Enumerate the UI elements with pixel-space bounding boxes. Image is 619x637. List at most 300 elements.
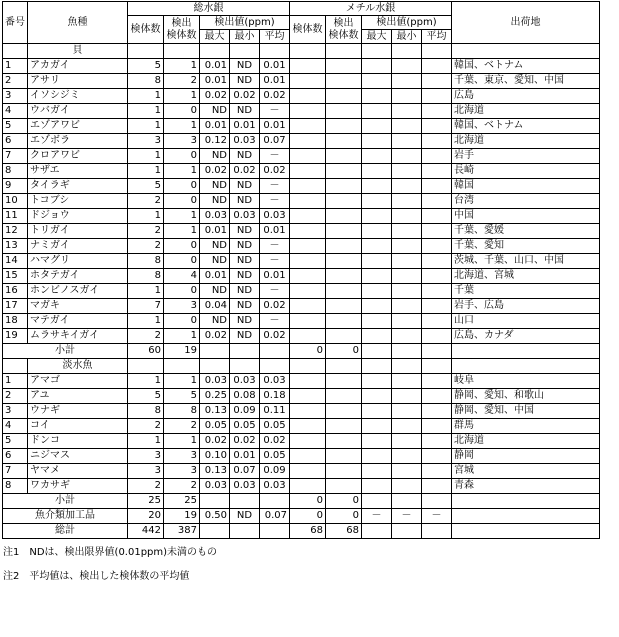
methyl-blank [422, 224, 452, 239]
methyl-blank [392, 149, 422, 164]
total-avg: 0.03 [260, 374, 290, 389]
total-max: 0.03 [200, 374, 230, 389]
header-methyl-detected-value: 検出値(ppm) [362, 16, 452, 30]
origin: 北海道 [452, 104, 600, 119]
methyl-blank [392, 179, 422, 194]
methyl-blank [422, 269, 452, 284]
species-name: ナミガイ [28, 239, 128, 254]
origin: 千葉 [452, 284, 600, 299]
methyl-blank [290, 74, 326, 89]
methyl-blank [362, 254, 392, 269]
methyl-blank [326, 389, 362, 404]
total-n-tested: 3 [128, 449, 164, 464]
blank-cell [230, 359, 260, 374]
grand-total-row [3, 524, 600, 539]
methyl-blank [326, 374, 362, 389]
total-avg: － [260, 314, 290, 329]
processed-methyl-n-detected: 0 [326, 509, 362, 524]
species-name: ウナギ [28, 404, 128, 419]
methyl-blank [392, 134, 422, 149]
blank-cell [260, 494, 290, 509]
methyl-blank [392, 74, 422, 89]
methyl-blank [362, 209, 392, 224]
methyl-blank [326, 164, 362, 179]
blank-cell [200, 494, 230, 509]
total-avg: 0.02 [260, 434, 290, 449]
methyl-blank [290, 389, 326, 404]
species-name: コイ [28, 419, 128, 434]
total-n-tested: 2 [128, 419, 164, 434]
methyl-blank [422, 389, 452, 404]
total-avg: － [260, 104, 290, 119]
header-total-max: 最大 [200, 30, 230, 44]
methyl-blank [422, 209, 452, 224]
methyl-blank [362, 314, 392, 329]
methyl-blank [362, 284, 392, 299]
table-row [3, 269, 600, 284]
total-min: ND [230, 179, 260, 194]
methyl-blank [362, 464, 392, 479]
methyl-blank [290, 464, 326, 479]
row-no: 15 [3, 269, 28, 284]
methyl-blank [422, 254, 452, 269]
total-avg: － [260, 254, 290, 269]
total-n-tested: 1 [128, 104, 164, 119]
processed-total-max: 0.50 [200, 509, 230, 524]
species-name: ハマグリ [28, 254, 128, 269]
blank-cell [164, 359, 200, 374]
origin: 中国 [452, 209, 600, 224]
methyl-blank [392, 419, 422, 434]
total-total-n-tested: 442 [128, 524, 164, 539]
total-min: ND [230, 59, 260, 74]
header-methyl-avg: 平均 [422, 30, 452, 44]
total-avg: － [260, 194, 290, 209]
total-n-detected: 1 [164, 89, 200, 104]
total-n-tested: 8 [128, 404, 164, 419]
total-min: ND [230, 194, 260, 209]
methyl-blank [422, 449, 452, 464]
blank-cell [164, 44, 200, 59]
methyl-blank [290, 329, 326, 344]
blank-cell [452, 44, 600, 59]
blank-cell [452, 359, 600, 374]
blank-cell [260, 344, 290, 359]
total-n-tested: 5 [128, 179, 164, 194]
species-name: サザエ [28, 164, 128, 179]
methyl-blank [362, 74, 392, 89]
header-methyl-n-tested: 検体数 [290, 16, 326, 44]
total-n-detected: 0 [164, 254, 200, 269]
header-species: 魚種 [28, 2, 128, 44]
total-max: ND [200, 239, 230, 254]
methyl-blank [392, 254, 422, 269]
total-n-detected: 2 [164, 479, 200, 494]
subtotal-methyl-n-detected: 0 [326, 494, 362, 509]
footnote-2: 注2 平均値は、検出した検体数の平均値 [3, 571, 190, 582]
row-no: 17 [3, 299, 28, 314]
row-no: 5 [3, 434, 28, 449]
origin: 青森 [452, 479, 600, 494]
species-name: ニジマス [28, 449, 128, 464]
total-n-tested: 1 [128, 119, 164, 134]
blank-cell [260, 359, 290, 374]
total-n-tested: 1 [128, 374, 164, 389]
species-name: ムラサキイガイ [28, 329, 128, 344]
row-no: 4 [3, 419, 28, 434]
table-row [3, 134, 600, 149]
blank-cell [392, 44, 422, 59]
table-row [3, 74, 600, 89]
section-no-blank [3, 359, 28, 374]
header-no: 番号 [3, 2, 28, 44]
origin: 静岡、愛知、中国 [452, 404, 600, 419]
total-n-tested: 8 [128, 254, 164, 269]
blank-cell [200, 344, 230, 359]
total-max: ND [200, 149, 230, 164]
total-max: 0.01 [200, 74, 230, 89]
methyl-blank [326, 209, 362, 224]
methyl-blank [362, 374, 392, 389]
methyl-blank [392, 209, 422, 224]
total-n-detected: 5 [164, 389, 200, 404]
total-avg: 0.02 [260, 164, 290, 179]
row-no: 6 [3, 134, 28, 149]
blank-cell [452, 494, 600, 509]
methyl-blank [422, 89, 452, 104]
origin: 群馬 [452, 419, 600, 434]
total-min: 0.02 [230, 164, 260, 179]
methyl-blank [392, 404, 422, 419]
total-min: ND [230, 224, 260, 239]
total-min: ND [230, 314, 260, 329]
methyl-blank [392, 59, 422, 74]
origin: 韓国、ベトナム [452, 119, 600, 134]
total-max: ND [200, 179, 230, 194]
total-avg: 0.03 [260, 479, 290, 494]
total-n-detected: 1 [164, 329, 200, 344]
origin: 台湾 [452, 194, 600, 209]
total-max: ND [200, 314, 230, 329]
total-label: 総計 [3, 524, 128, 539]
species-name: ドンコ [28, 434, 128, 449]
processed-total-avg: 0.07 [260, 509, 290, 524]
methyl-blank [362, 329, 392, 344]
processed-label: 魚介類加工品 [3, 509, 128, 524]
subtotal-total-n-detected: 25 [164, 494, 200, 509]
row-no: 1 [3, 59, 28, 74]
total-n-tested: 1 [128, 434, 164, 449]
methyl-blank [422, 329, 452, 344]
species-name: ホタテガイ [28, 269, 128, 284]
section-no-blank [3, 44, 28, 59]
methyl-blank [326, 434, 362, 449]
methyl-blank [422, 59, 452, 74]
total-max: 0.13 [200, 404, 230, 419]
methyl-blank [290, 119, 326, 134]
total-n-tested: 7 [128, 299, 164, 314]
species-name: トリガイ [28, 224, 128, 239]
row-no: 5 [3, 119, 28, 134]
species-name: ホンビノスガイ [28, 284, 128, 299]
total-n-tested: 1 [128, 284, 164, 299]
methyl-blank [392, 449, 422, 464]
methyl-blank [290, 254, 326, 269]
methyl-blank [392, 389, 422, 404]
origin: 千葉、東京、愛知、中国 [452, 74, 600, 89]
methyl-blank [290, 104, 326, 119]
total-max: 0.01 [200, 269, 230, 284]
total-avg: － [260, 179, 290, 194]
blank-cell [260, 524, 290, 539]
table-row [3, 374, 600, 389]
origin: 千葉、愛媛 [452, 224, 600, 239]
total-avg: － [260, 239, 290, 254]
species-name: ウバガイ [28, 104, 128, 119]
row-no: 7 [3, 464, 28, 479]
methyl-blank [392, 269, 422, 284]
total-total-n-detected: 387 [164, 524, 200, 539]
methyl-blank [326, 224, 362, 239]
total-n-tested: 2 [128, 479, 164, 494]
processed-row [3, 509, 600, 524]
methyl-blank [290, 59, 326, 74]
total-methyl-n-detected: 68 [326, 524, 362, 539]
total-n-detected: 3 [164, 449, 200, 464]
total-max: ND [200, 104, 230, 119]
methyl-blank [362, 299, 392, 314]
methyl-blank [290, 239, 326, 254]
blank-cell [290, 359, 326, 374]
row-no: 3 [3, 404, 28, 419]
subtotal-methyl-n-detected: 0 [326, 344, 362, 359]
origin: 岐阜 [452, 374, 600, 389]
table-row [3, 194, 600, 209]
blank-cell [230, 344, 260, 359]
subtotal-methyl-n-tested: 0 [290, 344, 326, 359]
table-row [3, 239, 600, 254]
total-min: 0.03 [230, 134, 260, 149]
total-max: 0.02 [200, 329, 230, 344]
methyl-blank [362, 269, 392, 284]
origin: 韓国、ベトナム [452, 59, 600, 74]
header-total-avg: 平均 [260, 30, 290, 44]
methyl-blank [362, 119, 392, 134]
total-avg: 0.11 [260, 404, 290, 419]
row-no: 4 [3, 104, 28, 119]
subtotal-row [3, 344, 600, 359]
processed-total-n-tested: 20 [128, 509, 164, 524]
methyl-blank [362, 419, 392, 434]
methyl-blank [422, 119, 452, 134]
species-name: アユ [28, 389, 128, 404]
total-n-detected: 1 [164, 119, 200, 134]
table-row [3, 314, 600, 329]
methyl-blank [290, 434, 326, 449]
total-n-detected: 0 [164, 314, 200, 329]
section-title: 貝 [28, 44, 128, 59]
blank-cell [362, 494, 392, 509]
subtotal-total-n-tested: 25 [128, 494, 164, 509]
header-methyl-mercury: メチル水銀 [290, 2, 452, 16]
species-name: アマゴ [28, 374, 128, 389]
total-n-tested: 2 [128, 194, 164, 209]
total-max: 0.02 [200, 164, 230, 179]
methyl-blank [362, 449, 392, 464]
table-row [3, 209, 600, 224]
blank-cell [362, 344, 392, 359]
origin: 岩手 [452, 149, 600, 164]
blank-cell [326, 44, 362, 59]
processed-methyl-max: － [362, 509, 392, 524]
blank-cell [260, 44, 290, 59]
table-row [3, 179, 600, 194]
total-max: 0.02 [200, 434, 230, 449]
total-max: ND [200, 194, 230, 209]
methyl-blank [326, 299, 362, 314]
total-max: 0.13 [200, 464, 230, 479]
methyl-blank [326, 314, 362, 329]
blank-cell [230, 524, 260, 539]
methyl-blank [362, 164, 392, 179]
header-methyl-max: 最大 [362, 30, 392, 44]
total-avg: 0.05 [260, 419, 290, 434]
total-n-detected: 1 [164, 374, 200, 389]
methyl-blank [392, 284, 422, 299]
methyl-blank [362, 89, 392, 104]
total-max: 0.12 [200, 134, 230, 149]
origin: 北海道 [452, 434, 600, 449]
origin: 静岡、愛知、和歌山 [452, 389, 600, 404]
total-min: ND [230, 254, 260, 269]
species-name: エゾボラ [28, 134, 128, 149]
total-max: 0.03 [200, 209, 230, 224]
methyl-blank [326, 284, 362, 299]
total-min: ND [230, 239, 260, 254]
methyl-blank [326, 464, 362, 479]
methyl-blank [326, 449, 362, 464]
methyl-blank [422, 314, 452, 329]
methyl-blank [422, 179, 452, 194]
total-n-detected: 0 [164, 194, 200, 209]
methyl-blank [290, 194, 326, 209]
table-row [3, 434, 600, 449]
total-n-detected: 1 [164, 434, 200, 449]
total-avg: 0.18 [260, 389, 290, 404]
subtotal-methyl-n-tested: 0 [290, 494, 326, 509]
methyl-blank [290, 149, 326, 164]
total-avg: － [260, 149, 290, 164]
origin: 広島 [452, 89, 600, 104]
total-n-tested: 1 [128, 89, 164, 104]
table-row [3, 284, 600, 299]
row-no: 9 [3, 179, 28, 194]
total-max: 0.25 [200, 389, 230, 404]
subtotal-total-n-tested: 60 [128, 344, 164, 359]
total-min: 0.02 [230, 89, 260, 104]
total-n-detected: 3 [164, 134, 200, 149]
species-name: ドジョウ [28, 209, 128, 224]
row-no: 14 [3, 254, 28, 269]
methyl-blank [326, 74, 362, 89]
origin: 長崎 [452, 164, 600, 179]
row-no: 1 [3, 374, 28, 389]
total-n-tested: 2 [128, 329, 164, 344]
footnote-1: 注1 NDは、検出限界値(0.01ppm)未満のもの [3, 547, 218, 558]
row-no: 18 [3, 314, 28, 329]
blank-cell [422, 344, 452, 359]
section-header-row [3, 359, 600, 374]
total-n-tested: 1 [128, 209, 164, 224]
methyl-blank [362, 404, 392, 419]
section-header-row [3, 44, 600, 59]
subtotal-row [3, 494, 600, 509]
methyl-blank [362, 179, 392, 194]
methyl-blank [422, 464, 452, 479]
methyl-blank [422, 74, 452, 89]
blank-cell [326, 359, 362, 374]
total-max: 0.10 [200, 449, 230, 464]
subtotal-total-n-detected: 19 [164, 344, 200, 359]
methyl-blank [392, 224, 422, 239]
table-row [3, 224, 600, 239]
methyl-blank [422, 404, 452, 419]
methyl-blank [422, 149, 452, 164]
methyl-blank [290, 179, 326, 194]
methyl-blank [362, 149, 392, 164]
total-n-detected: 1 [164, 209, 200, 224]
table-row [3, 149, 600, 164]
row-no: 12 [3, 224, 28, 239]
total-n-tested: 1 [128, 314, 164, 329]
blank-cell [230, 494, 260, 509]
total-n-detected: 0 [164, 284, 200, 299]
methyl-blank [326, 149, 362, 164]
total-n-tested: 2 [128, 224, 164, 239]
total-min: 0.03 [230, 479, 260, 494]
total-n-detected: 3 [164, 464, 200, 479]
methyl-blank [326, 419, 362, 434]
header-total-detected-value: 検出値(ppm) [200, 16, 290, 30]
header-total-min: 最小 [230, 30, 260, 44]
methyl-blank [392, 194, 422, 209]
total-avg: 0.01 [260, 74, 290, 89]
total-avg: 0.07 [260, 134, 290, 149]
total-max: 0.05 [200, 419, 230, 434]
methyl-blank [290, 134, 326, 149]
header-origin: 出荷地 [452, 2, 600, 44]
blank-cell [200, 44, 230, 59]
total-min: 0.07 [230, 464, 260, 479]
methyl-blank [392, 464, 422, 479]
methyl-blank [422, 239, 452, 254]
total-avg: 0.02 [260, 329, 290, 344]
total-min: ND [230, 74, 260, 89]
mercury-table [2, 1, 600, 539]
blank-cell [362, 359, 392, 374]
methyl-blank [422, 299, 452, 314]
total-n-tested: 3 [128, 134, 164, 149]
methyl-blank [326, 479, 362, 494]
species-name: イソシジミ [28, 89, 128, 104]
footnotes [3, 547, 217, 595]
table-row [3, 404, 600, 419]
subtotal-label: 小計 [3, 344, 128, 359]
blank-cell [230, 44, 260, 59]
processed-total-min: ND [230, 509, 260, 524]
methyl-blank [422, 164, 452, 179]
blank-cell [392, 494, 422, 509]
